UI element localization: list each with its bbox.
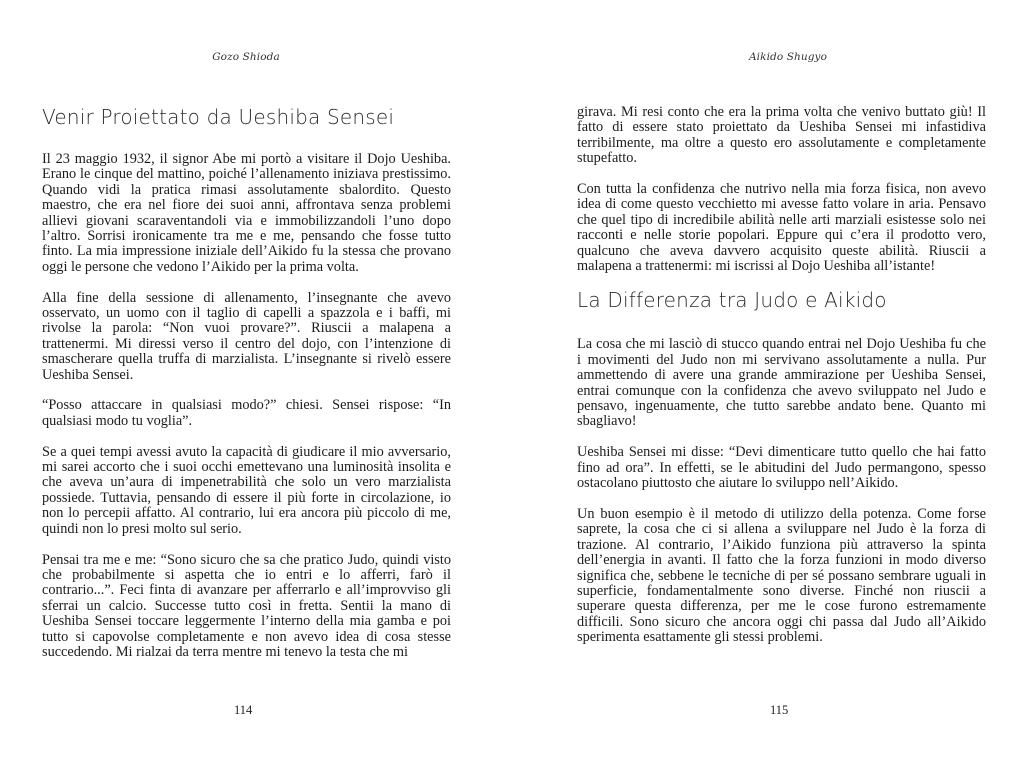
paragraph: Se a quei tempi avessi avuto la capacità di giudicare il mio avversario, mi sarei accorto che i suoi occhi emettevano una luminosità insolita e che aveva un’aura di impenetrabilità che solo un vero marzialista possiede. Tuttavia, pensando di essere il più forte in circolazione, io non lo percepii affatto. Al contrario, lui era ancora più piccolo di me, quindi non lo presi molto sul serio. bbox=[42, 443, 451, 537]
paragraph: Ueshiba Sensei mi disse: “Devi dimenticare tutto quello che hai fatto fino ad ora”. In effetti, se le abitudini del Judo permangono, spesso ostacolano piuttosto che aiutare lo sviluppo nell’Aikido. bbox=[577, 444, 986, 492]
right-page bbox=[512, 0, 1024, 764]
chapter-title: Venir Proiettato da Ueshiba Sensei bbox=[42, 105, 395, 129]
paragraph: girava. Mi resi conto che era la prima volta che venivo buttato giù! Il fatto di essere stato proiettato da Ueshiba Sensei mi infastidiva terribilmente, ma oltre a questo ero assolutamente e completamente stupefatto. bbox=[577, 104, 986, 167]
running-head-author: Gozo Shioda bbox=[212, 51, 280, 63]
section-title: La Differenza tra Judo e Aikido bbox=[577, 288, 887, 313]
right-body-text-after bbox=[577, 337, 986, 645]
right-text-column bbox=[577, 105, 986, 646]
section-gap bbox=[577, 274, 986, 287]
paragraph: La cosa che mi lasciò di stucco quando entrai nel Dojo Ueshiba fu che i movimenti del Judo non mi servivano assolutamente a nulla. Pur ammettendo di avere una grande ammirazione per Ueshiba Sensei, entrai comunque con la confidenza che avevo sviluppato nel Judo e pensavo, ingenuamente, che tutto sarebbe andato bene. Quanto mi sbagliavo! bbox=[577, 336, 986, 430]
right-body-text-before bbox=[577, 105, 986, 274]
paragraph: Con tutta la confidenza che nutrivo nella mia forza fisica, non avevo idea di come questo vecchietto mi avesse fatto volare in aria. Pensavo che quel tipo di incredibile abilità nelle arti marziali esistesse solo nei racconti e nelle storie popolari. Eppure qui c’era il prodotto vero, qualcuno che aveva davvero acquisito queste abilità. Riuscii a malapena a trattenermi: mi iscrissi al Dojo Ueshiba all’istante! bbox=[577, 181, 986, 275]
left-body-text bbox=[42, 152, 451, 660]
paragraph: Un buon esempio è il metodo di utilizzo della potenza. Come forse saprete, la cosa che ci si allena a sviluppare nel Judo è la forza di trazione. Al contrario, l’Aikido funziona più attraverso la spinta dell’energia in avanti. Il fatto che la forza funzioni in modo diverso significa che, sebbene le tecniche di per sé possano sembrare uguali in superficie, fondamentalmente sono diverse. Finché non riuscii a superare questa differenza, per me le cose furono estremamente difficili. Sono sicuro che ancora oggi chi passa dal Judo all’Aikido sperimenta esattamente gli stessi problemi. bbox=[577, 505, 986, 646]
paragraph: Alla fine della sessione di allenamento, l’insegnante che avevo osservato, un uomo con il taglio di capelli a spazzola e i baffi, mi rivolse la parola: “Non vuoi provare?”. Riuscii a malapena a trattenermi. Mi diressi verso il centro del dojo, con l’intenzione di smascherare quella truffa di marzialista. L’insegnante si rivelò essere Ueshiba Sensei. bbox=[42, 289, 451, 383]
paragraph: “Posso attaccare in qualsiasi modo?” chiesi. Sensei rispose: “In qualsiasi modo tu voglia”. bbox=[42, 397, 451, 429]
paragraph: Il 23 maggio 1932, il signor Abe mi portò a visitare il Dojo Ueshiba. Erano le cinque del mattino, poiché l’allenamento iniziava prestissimo. Quando vidi la pratica rimasi assolutamente sbalordito. Questo maestro, che era nel fiore dei suoi anni, affrontava senza problemi allievi giovani scaraventandoli via e immobilizzandoli l’uno dopo l’altro. Sorrisi ironicamente tra me e me, pensando che fosse tutto finto. La mia impressione iniziale dell’Aikido fu la stessa che provano oggi le persone che vedono l’Aikido per la prima volta. bbox=[42, 151, 451, 275]
running-head-title: Aikido Shugyo bbox=[748, 51, 828, 63]
page-number: 114 bbox=[234, 703, 253, 717]
left-text-column bbox=[42, 104, 451, 660]
page-number: 115 bbox=[770, 703, 789, 717]
paragraph: Pensai tra me e me: “Sono sicuro che sa che pratico Judo, quindi visto che probabilmente si aspetta che io entri e lo afferri, farò il contrario...”. Feci finta di avanzare per afferrarlo e all’improvviso gli sferrai un calcio. Successe tutto così in fretta. Sentii la mano di Ueshiba Sensei toccare leggermente l’interno della mia gamba e poi tutto si capovolse completamente e non avevo idea di cosa stesse succedendo. Mi rialzai da terra mentre mi tenevo la testa che mi bbox=[42, 551, 451, 660]
